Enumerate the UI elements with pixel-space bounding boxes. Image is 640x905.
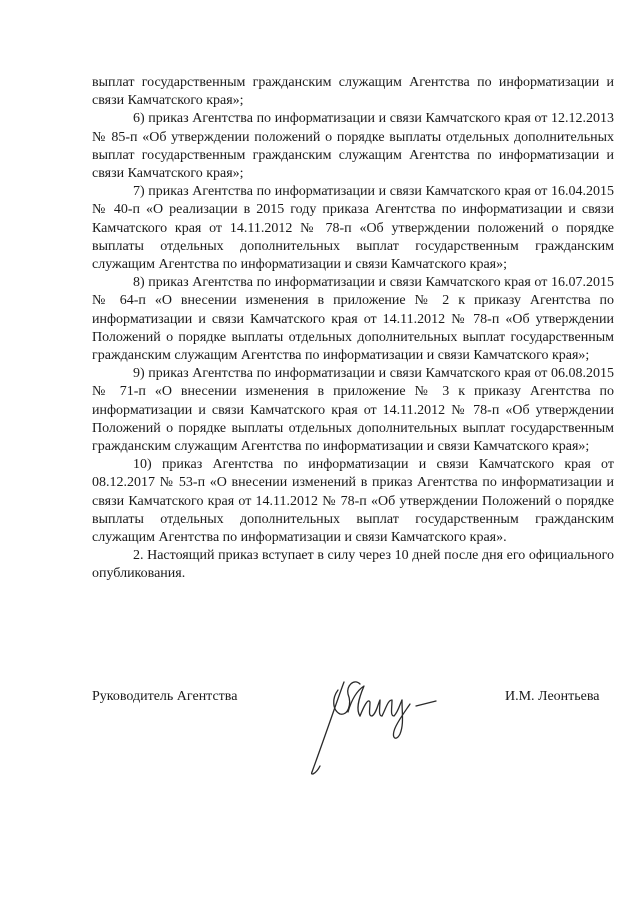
handwritten-signature (298, 668, 448, 780)
paragraph-item-6: 6) приказ Агентства по информатизации и связи Камчатского края от 12.12.2013 № 85-п «Об утверждении положений о порядке выплаты отдельных дополнительных выплат государственным гражданским служащим Агентства по информатизации и связи Камчатского края»; (92, 111, 614, 182)
paragraph-item-7: 7) приказ Агентства по информатизации и связи Камчатского края от 16.04.2015 № 40-п «О реализации в 2015 году приказа Агентства по информатизации и связи Камчатского края от 14.11.2012 № 78-п «Об утверждении положений о порядке выплаты отдельных дополнительных выплат государственным гражданским служащим Агентства по информатизации и связи Камчатского края»; (92, 184, 614, 273)
signatory-name: И.М. Леонтьева (505, 689, 600, 704)
document-body (92, 74, 614, 584)
paragraph-effective-date: 2. Настоящий приказ вступает в силу через 10 дней после дня его официального опубликования. (92, 548, 614, 582)
signatory-title: Руководитель Агентства (92, 689, 238, 704)
paragraph-item-10: 10) приказ Агентства по информатизации и связи Камчатского края от 08.12.2017 № 53-п «О внесении изменений в приказ Агентства по информатизации и связи Камчатского края от 14.11.2012 № 78-п «Об утверждении Положений о порядке выплаты отдельных дополнительных выплат государственным гражданским служащим Агентства по информатизации и связи Камчатского края». (92, 457, 614, 546)
paragraph-item-9: 9) приказ Агентства по информатизации и связи Камчатского края от 06.08.2015 № 71-п «О внесении изменения в приложение № 3 к приказу Агентства по информатизации и связи Камчатского края от 14.11.2012 № 78-п «Об утверждении Положений о порядке выплаты отдельных дополнительных выплат государственным гражданским служащим Агентства по информатизации и связи Камчатского края»; (92, 366, 614, 455)
paragraph-continuation: выплат государственным гражданским служащим Агентства по информатизации и связи Камчатского края»; (92, 75, 614, 109)
paragraph-item-8: 8) приказ Агентства по информатизации и связи Камчатского края от 16.07.2015 № 64-п «О внесении изменения в приложение № 2 к приказу Агентства по информатизации и связи Камчатского края от 14.11.2012 № 78-п «Об утверждении Положений о порядке выплаты отдельных дополнительных выплат государственным гражданским служащим Агентства по информатизации и связи Камчатского края»; (92, 275, 614, 364)
